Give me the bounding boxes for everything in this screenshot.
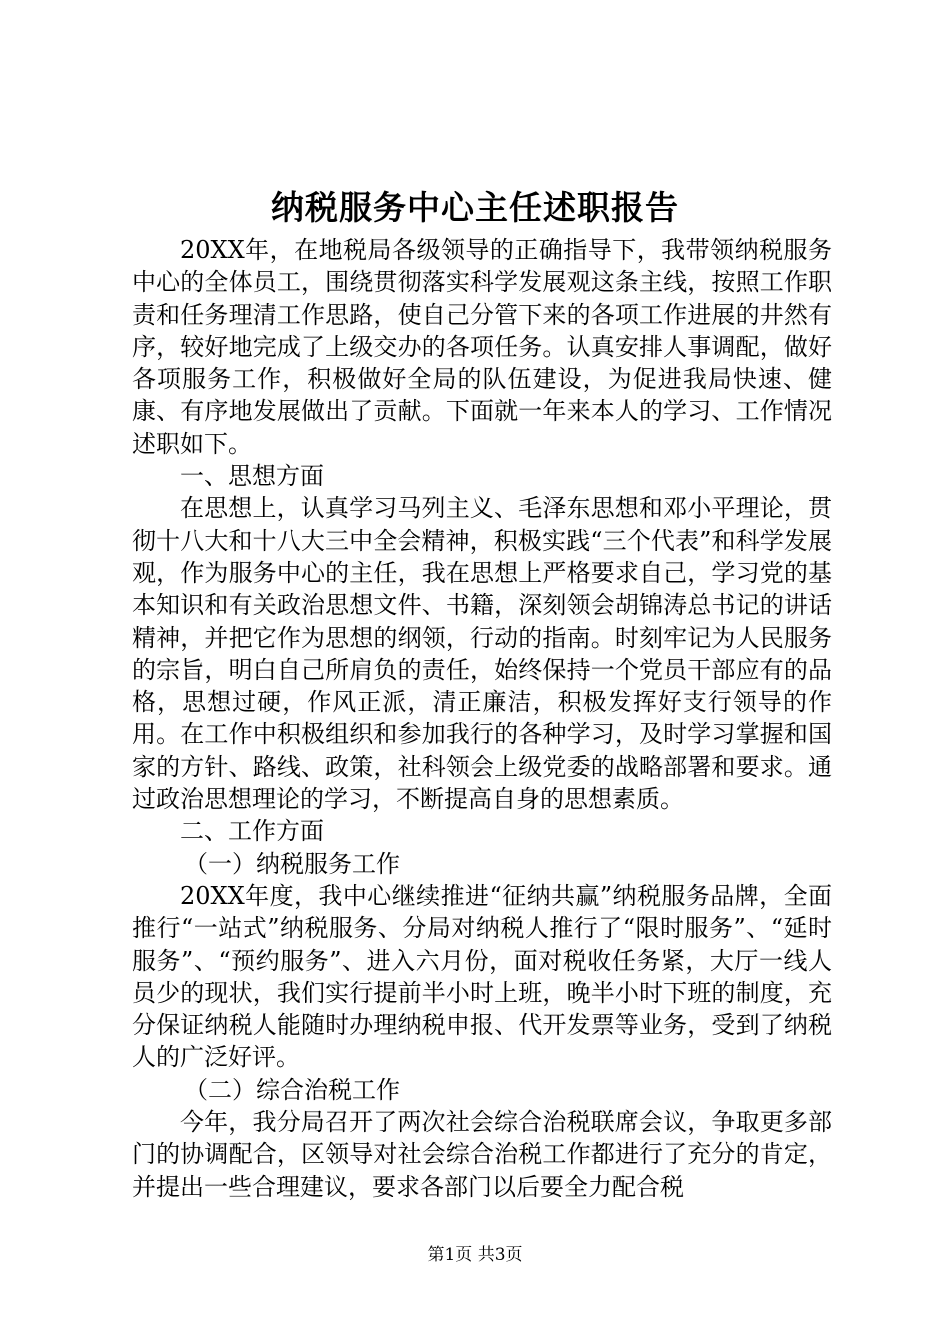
tax-service-paragraph: 20XX年度，我中心继续推进“征纳共赢”纳税服务品牌，全面推行“一站式”纳税服务、分局对纳税人推行了“限时服务”、“延时服务”、“预约服务”、进入六月份，面对税收任务紧，大厅一线人员少的现状，我们实行提前半小时上班，晚半小时下班的制度，充分保证纳税人能随时办理纳税申报、代开发票等业务，受到了纳税人的广泛好评。 bbox=[132, 881, 832, 1072]
section-heading-ideology: 一、思想方面 bbox=[180, 462, 324, 491]
subsection-heading-comprehensive-tax: （二）综合治税工作 bbox=[184, 1075, 400, 1104]
page-number-footer: 第1页 共3页 bbox=[427, 1245, 523, 1265]
intro-paragraph: 20XX年，在地税局各级领导的正确指导下，我带领纳税服务中心的全体员工，围绕贯彻落实科学发展观这条主线，按照工作职责和任务理清工作思路，使自己分管下来的各项工作进展的井然有序，较好地完成了上级交办的各项任务。认真安排人事调配，做好各项服务工作，积极做好全局的队伍建设，为促进我局快速、健康、有序地发展做出了贡献。下面就一年来本人的学习、工作情况述职如下。 bbox=[132, 236, 832, 458]
section-heading-work: 二、工作方面 bbox=[180, 817, 324, 846]
document-title: 纳税服务中心主任述职报告 bbox=[271, 188, 679, 227]
ideology-paragraph: 在思想上，认真学习马列主义、毛泽东思想和邓小平理论，贯彻十八大和十八大三中全会精神，积极实践“三个代表”和科学发展观，作为服务中心的主任，我在思想上严格要求自己，学习党的基本知识和有关政治思想文件、书籍，深刻领会胡锦涛总书记的讲话精神，并把它作为思想的纲领，行动的指南。时刻牢记为人民服务的宗旨，明白自己所肩负的责任，始终保持一个党员干部应有的品格，思想过硬，作风正派，清正廉洁，积极发挥好支行领导的作用。在工作中积极组织和参加我行的各种学习，及时学习掌握和国家的方针、路线、政策，社科领会上级党委的战略部署和要求。通过政治思想理论的学习，不断提高自身的思想素质。 bbox=[132, 494, 832, 814]
subsection-heading-tax-service: （一）纳税服务工作 bbox=[184, 849, 400, 878]
comprehensive-tax-paragraph: 今年，我分局召开了两次社会综合治税联席会议，争取更多部门的协调配合，区领导对社会综合治税工作都进行了充分的肯定，并提出一些合理建议，要求各部门以后要全力配合税 bbox=[132, 1108, 832, 1201]
document-body bbox=[132, 234, 832, 1203]
